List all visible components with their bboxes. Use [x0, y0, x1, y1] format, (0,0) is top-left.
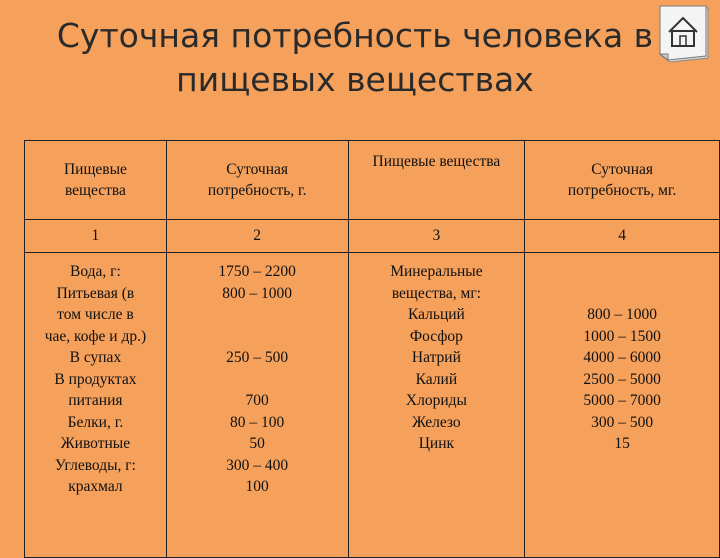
title-line-2: пищевых веществах [176, 60, 534, 99]
column-number: 3 [348, 220, 525, 253]
header-cell: Суточная потребность, г. [166, 141, 348, 220]
column-number: 4 [525, 220, 720, 253]
slide-title [40, 14, 670, 102]
table-number-row [25, 220, 720, 253]
table-body-row [25, 253, 720, 558]
home-icon[interactable] [656, 4, 712, 64]
title-line-1: Суточная потребность человека в [56, 16, 654, 55]
cell-nutrients-list: Вода, г: Питьевая (в том числе в чае, кофе и др.) В супах В продуктах питания Белки, г. Животные Углеводы, г: крахмал [25, 253, 167, 558]
cell-daily-milligrams: 800 – 1000 1000 – 1500 4000 – 6000 2500 – 5000 5000 – 7000 300 – 500 15 [525, 253, 720, 558]
column-number: 2 [166, 220, 348, 253]
header-cell: Суточная потребность, мг. [525, 141, 720, 220]
header-cell: Пищевые вещества [348, 141, 525, 220]
table-header-row [25, 141, 720, 220]
nutrients-table [24, 140, 720, 558]
column-number: 1 [25, 220, 167, 253]
cell-daily-grams: 1750 – 2200 800 – 1000 250 – 500 700 80 – 100 50 300 – 400 100 [166, 253, 348, 558]
header-cell: Пищевые вещества [25, 141, 167, 220]
cell-minerals-list: Минеральные вещества, мг: Кальций Фосфор Натрий Калий Хлориды Железо Цинк [348, 253, 525, 558]
